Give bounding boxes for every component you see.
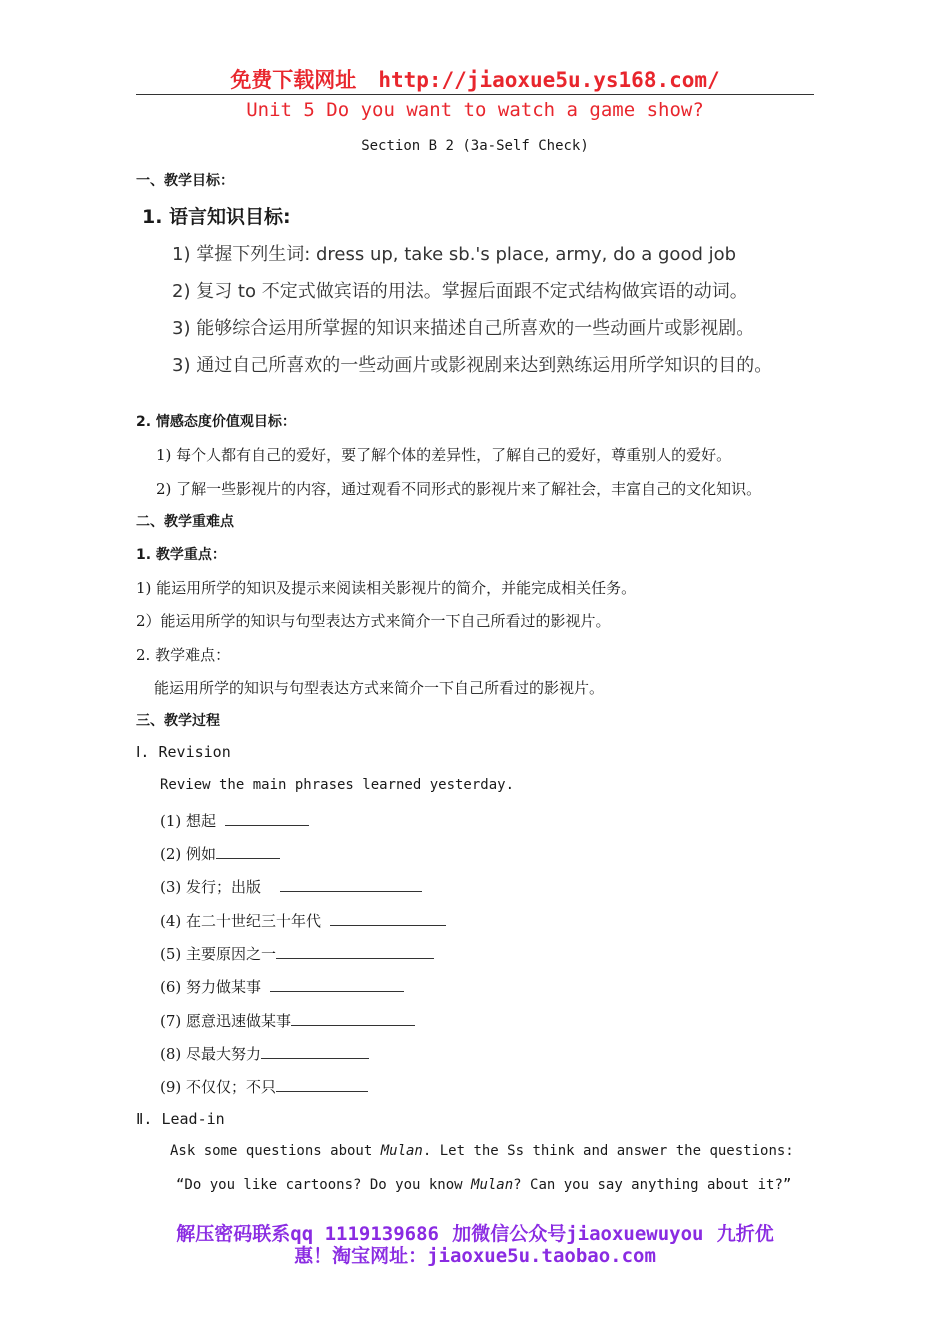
answer-blank[interactable] [261, 1044, 369, 1059]
item-number: (3) [160, 878, 182, 896]
revision-item [160, 876, 422, 897]
revision-item [160, 843, 280, 864]
header-label: 免费下载网址 [230, 68, 357, 92]
item-number: (1) [160, 812, 182, 830]
item-text: 主要原因之一 [186, 945, 277, 963]
movie-title: Mulan [380, 1143, 423, 1159]
difficulty-heading: 2. 教学难点： [136, 646, 231, 664]
leadin-heading: Ⅱ. Lead-in [136, 1110, 225, 1128]
revision-heading: Ⅰ. Revision [136, 743, 231, 761]
revision-item [160, 1076, 368, 1097]
goal1-item: 1) 掌握下列生词: dress up, take sb.'s place, army, do a good job [172, 244, 737, 265]
leadin-line [176, 1177, 791, 1193]
item-text: 愿意迅速做某事 [186, 1012, 292, 1030]
revision-item [160, 1010, 415, 1031]
leadin-text: . Let the Ss think and answer the questions: [422, 1143, 794, 1159]
difficulty-text: 能运用所学的知识与句型表达方式来简介一下自己所看过的影视片。 [154, 679, 605, 697]
item-number: (5) [160, 945, 182, 963]
item-text: 发行；出版 [186, 878, 262, 896]
leadin-text: ? Can you say anything about it?” [513, 1177, 792, 1193]
item-text: 在二十世纪三十年代 [186, 912, 322, 930]
goal1-heading: 1. 语言知识目标: [142, 206, 291, 228]
revision-item [160, 1043, 369, 1064]
section1-heading: 一、教学目标： [136, 173, 234, 189]
answer-blank[interactable] [276, 1077, 368, 1092]
answer-blank[interactable] [330, 911, 446, 926]
goal2-item: 2) 了解一些影视片的内容，通过观看不同形式的影视片来了解社会，丰富自己的文化知识。 [156, 480, 762, 498]
footer-text: 九折优 [716, 1223, 774, 1245]
item-number: (9) [160, 1078, 182, 1096]
item-number: (4) [160, 912, 182, 930]
item-number: (2) [160, 845, 182, 863]
answer-blank[interactable] [225, 811, 309, 826]
footer-qq: qq 1119139686 [290, 1223, 439, 1245]
revision-item [160, 910, 446, 931]
key-point-item: 2）能运用所学的知识与句型表达方式来简介一下自己所看过的影视片。 [136, 612, 611, 630]
item-number: (8) [160, 1045, 182, 1063]
section2-heading: 二、教学重难点 [136, 514, 234, 530]
leadin-text: Ask some questions about [170, 1143, 381, 1159]
answer-blank[interactable] [291, 1011, 415, 1026]
goal2-item: 1) 每个人都有自己的爱好，要了解个体的差异性，了解自己的爱好，尊重别人的爱好。 [156, 446, 732, 464]
revision-item [160, 976, 404, 997]
item-text: 尽最大努力 [186, 1045, 262, 1063]
leadin-text: “Do you like cartoons? Do you know [176, 1177, 472, 1193]
goal1-item: 3) 通过自己所喜欢的一些动画片或影视剧来达到熟练运用所学知识的目的。 [172, 355, 773, 376]
answer-blank[interactable] [280, 877, 422, 892]
item-text: 例如 [186, 845, 217, 863]
footer-line-2 [0, 1241, 950, 1268]
header-divider [136, 94, 814, 95]
footer-text: 加微信公众号 [452, 1223, 567, 1245]
revision-item [160, 810, 309, 831]
revision-item [160, 943, 434, 964]
section-subtitle: Section B 2 (3a-Self Check) [361, 138, 589, 154]
item-text: 不仅仅；不只 [186, 1078, 277, 1096]
footer-text: 惠！淘宝网址： [294, 1245, 428, 1267]
answer-blank[interactable] [216, 844, 280, 859]
movie-title: Mulan [471, 1177, 514, 1193]
key-point-item: 1) 能运用所学的知识及提示来阅读相关影视片的简介，并能完成相关任务。 [136, 579, 637, 597]
footer-taobao-link[interactable]: jiaoxue5u.taobao.com [427, 1245, 656, 1267]
key-points-heading: 1. 教学重点： [136, 547, 226, 563]
goal2-heading: 2. 情感态度价值观目标： [136, 414, 296, 430]
answer-blank[interactable] [270, 977, 404, 992]
leadin-line [170, 1143, 794, 1159]
header-url-link[interactable]: http://jiaoxue5u.ys168.com/ [378, 68, 720, 92]
goal1-item: 3) 能够综合运用所掌握的知识来描述自己所喜欢的一些动画片或影视剧。 [172, 318, 755, 339]
item-text: 努力做某事 [186, 978, 262, 996]
item-text: 想起 [186, 812, 217, 830]
item-number: (6) [160, 978, 182, 996]
unit-title: Unit 5 Do you want to watch a game show? [246, 99, 704, 121]
goal1-item: 2) 复习 to 不定式做宾语的用法。掌握后面跟不定式结构做宾语的动词。 [172, 281, 748, 302]
section3-heading: 三、教学过程 [136, 713, 220, 729]
footer-text: 解压密码联系 [176, 1223, 291, 1245]
item-number: (7) [160, 1012, 182, 1030]
answer-blank[interactable] [276, 944, 434, 959]
download-header [0, 64, 950, 94]
revision-intro: Review the main phrases learned yesterday. [160, 777, 515, 793]
footer-wechat: jiaoxuewuyou [566, 1223, 704, 1245]
